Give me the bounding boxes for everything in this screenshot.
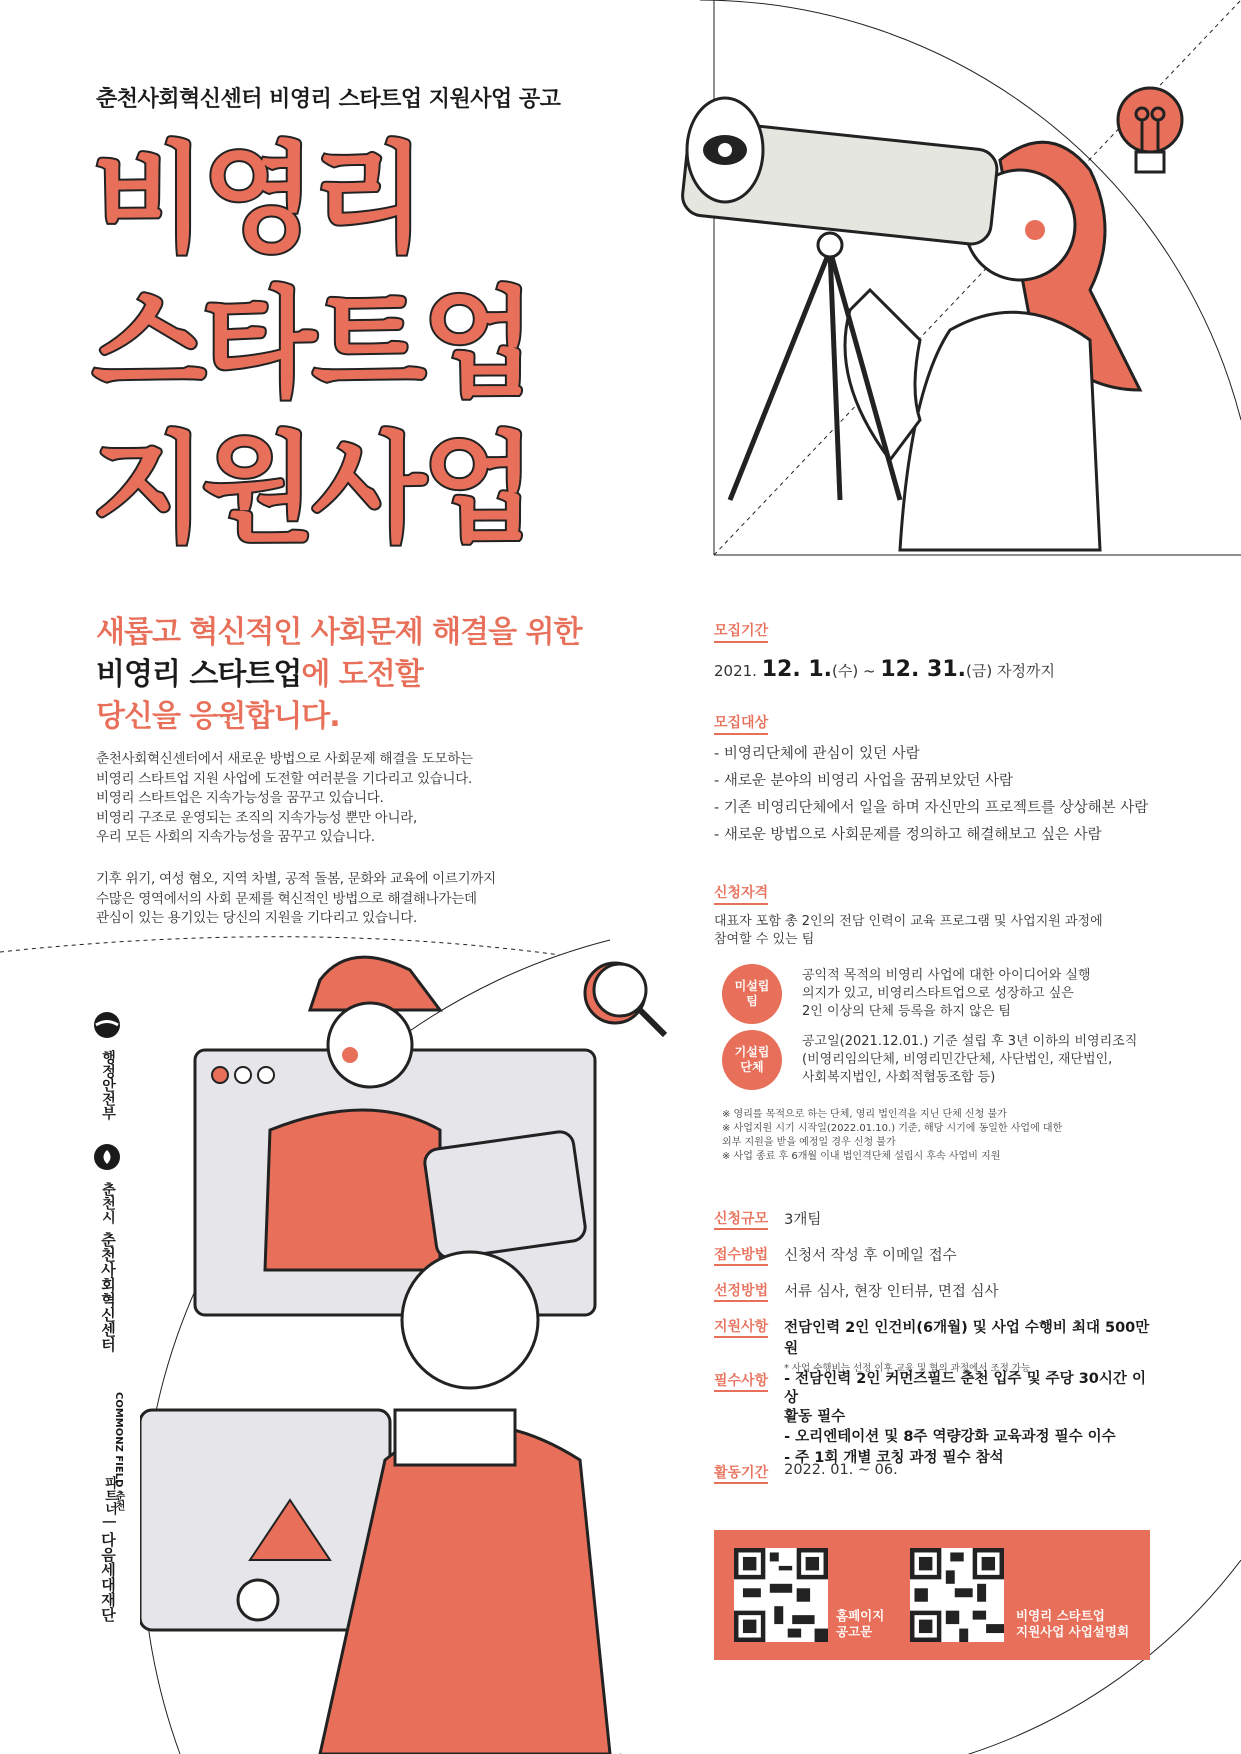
list-item: - 비영리단체에 관심이 있던 사람 [714,746,920,762]
qr-pattern-icon [910,1548,1004,1642]
city-name: 춘천시 [100,1182,116,1224]
magnifier-icon [565,945,675,1055]
recruit-target-title: 모집대상 [714,712,768,735]
recruit-period-section [714,620,1154,682]
support-label: 지원사항 [714,1316,768,1338]
note-item: ※ 사업지원 시기 시작일(2022.01.10.) 기준, 해당 시기에 동일한 사업에 대한 외부 지원을 받을 예정일 경우 신청 불가 [722,1123,1063,1148]
required-item: - 오리엔테이션 및 8주 역량강화 교육과정 필수 이수 [784,1429,1116,1445]
commonz-name: COMMONZ FIELD 춘천 [113,1392,124,1511]
period-end-day: (금) [965,662,993,680]
scale-value: 3개팀 [784,1212,822,1228]
qualification-desc: 대표자 포함 총 2인의 전담 인력이 교육 프로그램 및 사업지원 과정에 참여할 수 있는 팀 [714,914,1103,947]
activity-row [714,1462,1154,1484]
center-logo [98,1232,119,1352]
selection-label: 선정방법 [714,1280,768,1302]
list-item: - 기존 비영리단체에서 일을 하며 자신만의 프로젝트를 상상해본 사람 [714,800,1149,816]
note-item: ※ 영리를 목적으로 하는 단체, 영리 법인격을 지닌 단체 신청 불가 [722,1109,1007,1120]
required-item: - 전담인력 2인 커먼즈필드 춘천 입주 및 주당 30시간 이상 활동 필수 [784,1371,1146,1425]
activity-label: 활동기간 [714,1462,768,1484]
list-item: - 새로운 분야의 비영리 사업을 꿈꿔보았던 사람 [714,773,1014,789]
unestablished-team-badge: 미설립 팀 [722,964,782,1024]
slogan-line-3: 당신을 응원합니다. [96,699,340,734]
recruit-period-value [714,657,1154,682]
period-start-day: (수) [832,662,859,680]
established-org-badge: 기설립 단체 [722,1030,782,1090]
qr-pattern-icon [734,1548,828,1642]
intro-paragraph-1: 춘천사회혁신센터에서 새로운 방법으로 사회문제 해결을 도모하는 비영리 스타트업 지원 사업에 도전할 여러분을 기다리고 있습니다. 비영리 스타트업은 지속가능성을 꿈꾸고 있습니다. 비영리 구조로 운영되는 조직의 지속가능성 뿐만 아니라, 우리 모든 사회의 지속가능성을 꿈꾸고 있습니다. [96,751,473,845]
recruit-target-section [714,712,1154,849]
period-start: 12. 1. [761,657,833,682]
slogan [96,612,656,738]
support-row [714,1316,1154,1374]
scale-label: 신청규모 [714,1208,768,1230]
intro-paragraph-2: 기후 위기, 여성 혐오, 지역 차별, 공적 돌봄, 문화와 교육에 이르기까지 수많은 영역에서의 사회 문제를 혁신적인 방법으로 해결해나가는데 관심이 있는 용기있는 당신의 지원을 기다리고 있습니다. [96,871,496,926]
established-org-text: 공고일(2021.12.01.) 기준 설립 후 3년 이하의 비영리조직 (비영리임의단체, 비영리민간단체, 사단법인, 재단법인, 사회복지법인, 사회적협동조합 등) [802,1034,1138,1085]
selection-value: 서류 심사, 현장 인터뷰, 면접 심사 [784,1284,999,1300]
slogan-rest: 에 도전할 [301,657,423,692]
ministry-name: 행정안전부 [100,1050,116,1120]
qualification-badge-row-2 [722,1030,1137,1090]
receipt-value: 신청서 작성 후 이메일 접수 [784,1248,957,1264]
required-item: - 주 1회 개별 코칭 과정 필수 참석 [784,1450,1004,1466]
activity-value: 2022. 01. ~ 06. [784,1462,898,1478]
recruit-target-list [714,741,1154,849]
ministry-logo [92,1010,122,1120]
qualification-section [714,882,1154,949]
qr-label-homepage: 홈페이지 공고문 [836,1608,885,1639]
qr-code-briefing[interactable] [910,1548,1004,1642]
center-name: 춘천사회혁신센터 [99,1232,117,1352]
announcement-subtitle: 춘천사회혁신센터 비영리 스타트업 지원사업 공고 [96,87,561,112]
support-value: 전담인력 2인 인건비(6개월) 및 사업 수행비 최대 500만원 [784,1320,1150,1357]
recruit-period-title: 모집기간 [714,620,768,643]
slogan-line-2 [96,654,656,696]
qualification-title: 신청자격 [714,882,768,905]
people-devices-illustration [140,940,670,1754]
unestablished-team-text: 공익적 목적의 비영리 사업에 대한 아이디어와 실행 의지가 있고, 비영리스타트업으로 성장하고 싶은 2인 이상의 단체 등록을 하지 않은 팀 [802,968,1091,1019]
foundation-name: 다음세대재단 [99,1532,117,1622]
required-row [714,1370,1154,1469]
note-item: ※ 사업 종료 후 6개월 이내 법인격단체 설립시 후속 사업비 지원 [722,1151,1001,1162]
city-emblem-icon [92,1142,122,1172]
receipt-label: 접수방법 [714,1244,768,1266]
receipt-row [714,1244,1154,1266]
qualification-badge-row-1 [722,964,1091,1024]
support-note: * 사업 수행비는 선정 이후 교육 및 협의 과정에서 조정 가능 [784,1363,1031,1374]
qr-label-briefing: 비영리 스타트업 지원사업 사업설명회 [1016,1608,1130,1639]
qualification-notes [722,1108,1152,1164]
slogan-strong: 비영리 스타트업 [96,657,302,692]
lightbulb-icon [1090,70,1210,190]
partner-label [100,1476,119,1524]
period-suffix: 자정까지 [996,662,1055,680]
partner-text: 파트너 | [102,1476,117,1525]
period-year: 2021. [714,662,757,680]
slogan-line-1: 새롭고 혁신적인 사회문제 해결을 위한 [96,615,582,650]
period-end: 12. 31. [880,657,966,682]
city-logo [92,1142,122,1224]
qr-code-panel [714,1530,1150,1660]
scale-row [714,1208,1154,1230]
title-line-1: 비영리 [92,130,422,268]
list-item: - 새로운 방법으로 사회문제를 정의하고 해결해보고 싶은 사람 [714,827,1102,843]
foundation-logo [98,1532,119,1622]
period-tilde: ~ [863,662,876,680]
selection-row [714,1280,1154,1302]
title-line-2: 스타트업 [92,275,532,413]
required-label: 필수사항 [714,1370,768,1392]
qr-code-homepage[interactable] [734,1548,828,1642]
ministry-emblem-icon [92,1010,122,1040]
title-line-3: 지원사업 [92,420,532,558]
